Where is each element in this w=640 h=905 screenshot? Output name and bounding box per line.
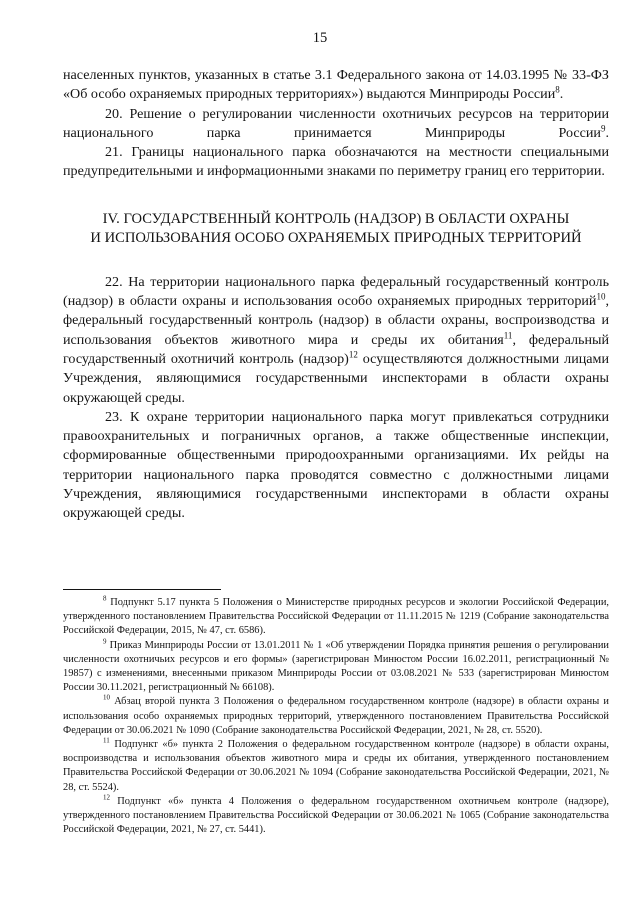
footnote-11 — [63, 738, 609, 795]
paragraph-text: 22. На территории национального парка федеральный государственный контроль (надзор) в области охраны и использования особо охраняемых природных территорий — [63, 273, 609, 310]
footnote-ref: 10 — [596, 291, 606, 302]
footnote-ref: 8 — [555, 84, 560, 95]
footnote-number: 8 — [103, 594, 107, 603]
paragraph-text: , федеральный государственный охотничий контроль (надзор) — [63, 331, 609, 367]
paragraph-continuation — [63, 66, 609, 105]
section-heading-line-2: И ИСПОЛЬЗОВАНИЯ ОСОБО ОХРАНЯЕМЫХ ПРИРОДНЫХ ТЕРРИТОРИЙ — [90, 230, 582, 247]
page-number: 15 — [312, 30, 328, 46]
footnote-8 — [63, 596, 609, 639]
footnote-9 — [63, 639, 609, 696]
paragraph-text: населенных пунктов, указанных в статье 3.1 Федерального закона от 14.03.1995 № 33-ФЗ «Об особо охраняемых природных территориях») выдаются Минприроды России — [63, 67, 609, 103]
paragraph-22 — [63, 273, 609, 408]
paragraph-21: 21. Границы национального парка обозначаются на местности специальными предупредительными и информационными знаками по периметру границ его территории. — [63, 144, 609, 180]
footnote-text: Приказ Минприроды России от 13.01.2011 № 1 «Об утверждении Порядка принятия решения о регулировании численности охотничьих ресурсов и его формы» (зарегистрирован Минюстом России 16.02.2011, регистрационный № 19857) с изменениями, внесенными приказом Минприроды России от 03.08.2021 № 533 (зарегистрирован Минюстом России 30.11.2021, регистрационный № 66108). — [63, 639, 609, 694]
footnote-number: 10 — [103, 693, 110, 702]
section-heading-line-1: IV. ГОСУДАРСТВЕННЫЙ КОНТРОЛЬ (НАДЗОР) В ОБЛАСТИ ОХРАНЫ — [102, 210, 570, 227]
footnote-number: 12 — [103, 793, 110, 802]
footnote-ref: 12 — [348, 349, 358, 360]
footnote-text: Подпункт «б» пункта 2 Положения о федеральном государственном контроле (надзоре) в области охраны, воспроизводства и использования объектов животного мира и среды их обитания, утвержденного постановлением Правительства Российской Федерации от 30.06.2021 № 1094 (Собрание законодательства Российской Федерации, 2021, № 28, ст. 5524). — [63, 739, 609, 793]
footnote-separator — [63, 589, 221, 590]
paragraph-text: , федеральный государственный контроль (надзор) в области охраны, воспроизводства и использования объектов животного мира и среды их обитания — [63, 293, 609, 348]
footnote-text: Абзац второй пункта 3 Положения о федеральном государственном контроле (надзоре) в области охраны и использования особо охраняемых природных территорий, утвержденного постановлением Правительства Российской Федерации от 30.06.2021 № 1090 (Собрание законодательства Российской Федерации, 2021, № 28, ст. 5520). — [63, 696, 609, 736]
paragraph-23: 23. К охране территории национального парка могут привлекаться сотрудники правоохранительных и пограничных органов, а также общественные инспекции, сформированные общественными природоохранными организациями. Их рейды на территории национального парка проводятся совместно с должностными лицами Учреждения, являющимися государственными инспекторами в области охраны окружающей среды. — [63, 408, 609, 522]
footnote-text: Подпункт «б» пункта 4 Положения о федеральном государственном охотничьем контроле (надзоре), утвержденного постановлением Правительства Российской Федерации от 30.06.2021 № 1065 (Собрание законодательства Российской Федерации, 2021, № 27, ст. 5441). — [63, 795, 609, 836]
paragraph-tail: . — [605, 124, 609, 141]
footnote-10 — [63, 695, 609, 738]
footnote-text: Подпункт 5.17 пункта 5 Положения о Министерстве природных ресурсов и экологии Российской Федерации, утвержденного постановлением Правительства Российской Федерации от 11.11.2015 № 1219 (Собрание законодательства Российской Федерации, 2015, № 47, ст. 6586). — [63, 597, 609, 637]
paragraph-text: 20. Решение о регулировании численности охотничьих ресурсов на территории национального парка принимается Минприроды России — [63, 105, 609, 141]
document-body — [63, 66, 609, 524]
footnote-ref: 11 — [503, 329, 513, 340]
footnote-12 — [63, 795, 609, 838]
footnote-number: 9 — [103, 637, 107, 646]
footnote-ref: 9 — [600, 123, 606, 134]
footnote-number: 11 — [103, 736, 110, 745]
paragraph-20 — [63, 105, 609, 144]
paragraph-tail: . — [559, 86, 564, 103]
footnotes — [63, 596, 609, 837]
section-heading — [63, 210, 609, 249]
paragraph-text: осуществляются должностными лицами Учреждения, являющимися государственными инспекторами в области охраны окружающей среды. — [63, 350, 609, 406]
